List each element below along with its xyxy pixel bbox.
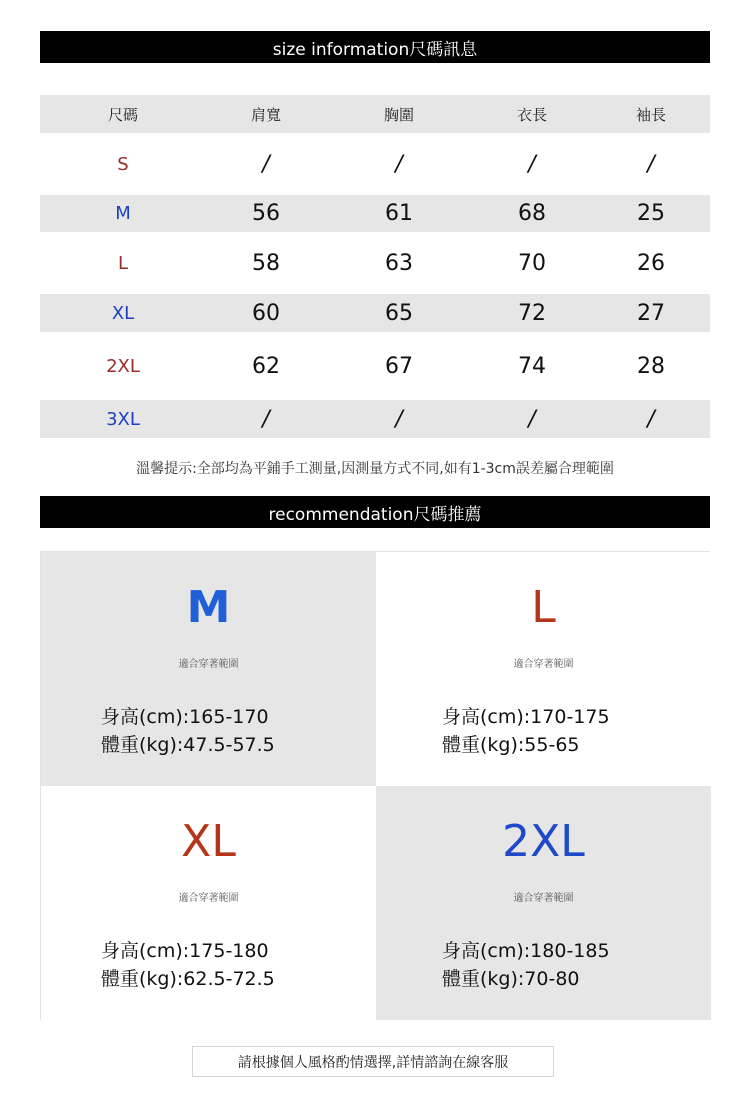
- value-cell: /: [262, 151, 270, 177]
- table-row: [40, 232, 710, 294]
- value-cell: /: [395, 151, 403, 177]
- value-cell: /: [262, 406, 270, 432]
- weight-range: 體重(kg):70-80: [442, 968, 580, 990]
- weight-range: 體重(kg):55-65: [442, 734, 580, 756]
- value-cell: 65: [385, 300, 413, 326]
- recommendation-card-2xl: [376, 786, 711, 1020]
- size-information-title: size information尺碼訊息: [272, 39, 478, 60]
- table-row: [40, 133, 710, 195]
- recommended-size: 2XL: [502, 816, 585, 867]
- value-cell: 72: [518, 300, 546, 326]
- size-table: [40, 95, 710, 438]
- measurement-note: 溫馨提示:全部均為平鋪手工測量,因測量方式不同,如有1-3cm誤差屬合理範圍: [136, 461, 614, 477]
- value-cell: 68: [518, 201, 546, 226]
- fit-details: [442, 937, 610, 993]
- header-chest: 胸圍: [383, 105, 414, 124]
- value-cell: 70: [518, 250, 546, 276]
- size-cell: XL: [111, 302, 135, 324]
- value-cell: 61: [385, 201, 413, 226]
- size-cell: L: [117, 252, 129, 274]
- value-cell: 63: [385, 250, 413, 276]
- table-row: [40, 400, 710, 438]
- value-cell: /: [528, 151, 536, 177]
- fit-range-label: 適合穿著範圍: [513, 659, 574, 670]
- value-cell: /: [647, 406, 655, 432]
- height-range: 身高(cm):175-180: [101, 940, 269, 962]
- height-range: 身高(cm):165-170: [101, 706, 269, 728]
- recommendation-card-xl: [41, 786, 376, 1020]
- value-cell: 67: [385, 353, 413, 379]
- value-cell: 62: [252, 353, 280, 379]
- size-information-banner: [40, 31, 710, 63]
- value-cell: 26: [637, 250, 665, 276]
- header-length: 衣長: [516, 105, 547, 124]
- size-cell: S: [117, 153, 129, 175]
- value-cell: 74: [518, 353, 546, 379]
- table-header-row: [40, 95, 710, 133]
- recommendation-title: recommendation尺碼推薦: [268, 504, 482, 525]
- value-cell: 58: [252, 250, 280, 276]
- recommended-size: XL: [181, 816, 236, 867]
- fit-details: [101, 703, 275, 759]
- size-cell: 3XL: [106, 408, 140, 430]
- recommendation-banner: [40, 496, 710, 528]
- table-row: [40, 294, 710, 332]
- value-cell: /: [395, 406, 403, 432]
- header-shoulder: 肩寬: [250, 105, 281, 124]
- size-cell: M: [115, 203, 131, 224]
- value-cell: /: [647, 151, 655, 177]
- table-row: [40, 195, 710, 232]
- recommended-size: M: [186, 582, 231, 633]
- size-cell: 2XL: [106, 355, 140, 377]
- header-size: 尺碼: [107, 105, 138, 124]
- fit-details: [442, 703, 610, 759]
- footer-text: 請根據個人風格酌情選擇,詳情諮詢在線客服: [237, 1054, 509, 1071]
- header-sleeve: 袖長: [635, 105, 666, 124]
- weight-range: 體重(kg):62.5-72.5: [101, 968, 275, 990]
- table-row: [40, 332, 710, 400]
- value-cell: /: [528, 406, 536, 432]
- height-range: 身高(cm):170-175: [442, 706, 610, 728]
- value-cell: 27: [637, 300, 665, 326]
- value-cell: 28: [637, 353, 665, 379]
- fit-details: [101, 937, 275, 993]
- footer-note: [192, 1046, 554, 1077]
- value-cell: 60: [252, 300, 280, 326]
- recommendation-card-l: [376, 552, 711, 786]
- weight-range: 體重(kg):47.5-57.5: [101, 734, 275, 756]
- height-range: 身高(cm):180-185: [442, 940, 610, 962]
- recommended-size: L: [531, 582, 556, 633]
- fit-range-label: 適合穿著範圍: [178, 893, 239, 904]
- value-cell: 56: [252, 201, 280, 226]
- fit-range-label: 適合穿著範圍: [513, 893, 574, 904]
- recommendation-card-m: [41, 552, 376, 786]
- value-cell: 25: [637, 201, 665, 226]
- fit-range-label: 適合穿著範圍: [178, 659, 239, 670]
- recommendation-grid: [40, 551, 710, 1020]
